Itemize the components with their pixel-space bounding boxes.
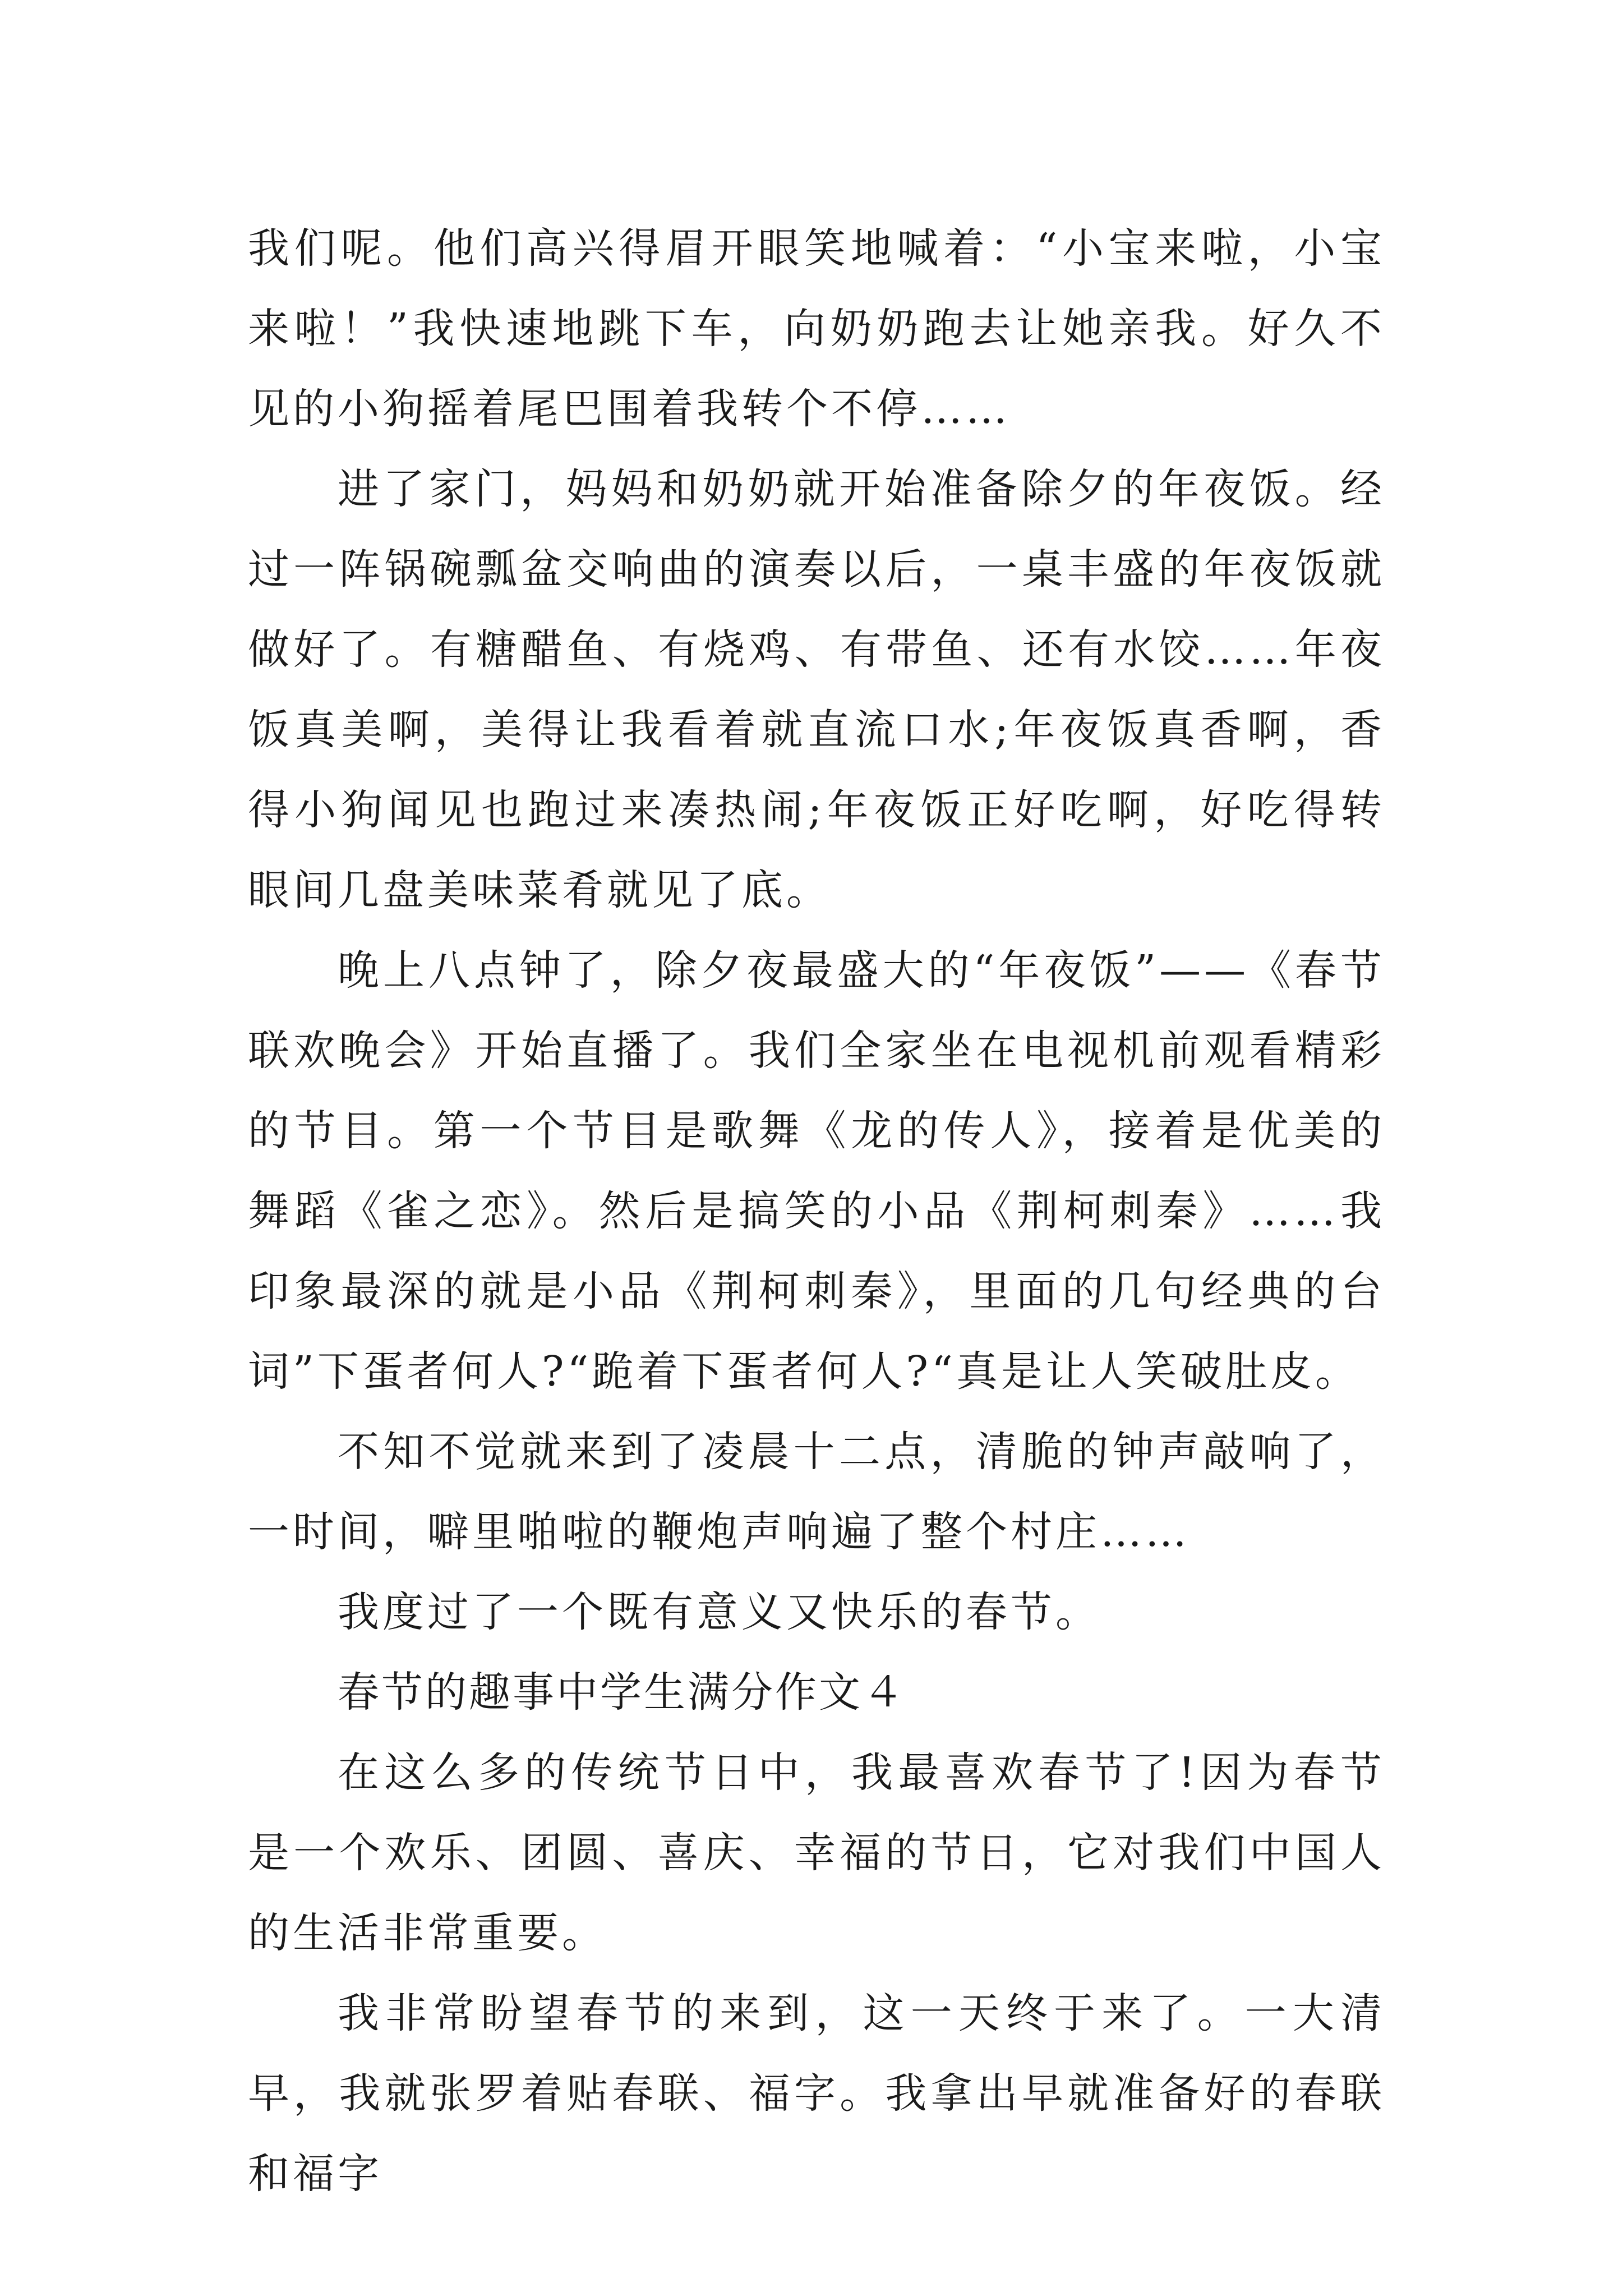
paragraph-midnight-firecrackers: 不知不觉就来到了凌晨十二点，清脆的钟声敲响了，一时间，噼里啪啦的鞭炮声响遍了整个村庄…… bbox=[248, 1428, 1385, 1556]
document-body bbox=[248, 209, 1385, 2214]
paragraph-spring-festival-gala: 晚上八点钟了，除夕夜最盛大的“年夜饭”——《春节联欢晚会》开始直播了。我们全家坐在电视机前观看精彩的节目。第一个节目是歌舞《龙的传人》，接着是优美的舞蹈《雀之恋》。然后是搞笑的小品《荆柯刺秦》……我印象最深的就是小品《荆柯刺秦》，里面的几句经典的台词”下蛋者何人?“跪着下蛋者何人?“真是让人笑破肚皮。 bbox=[248, 946, 1385, 1396]
paragraph-conclusion: 我度过了一个既有意义又快乐的春节。 bbox=[338, 1588, 1100, 1636]
paragraph-continuation: 我们呢。他们高兴得眉开眼笑地喊着：“小宝来啦，小宝来啦！”我快速地跳下车，向奶奶跑去让她亲我。好久不见的小狗摇着尾巴围着我转个不停…… bbox=[248, 224, 1385, 433]
essay-section-title: 春节的趣事中学生满分作文４ bbox=[338, 1668, 906, 1717]
paragraph-favorite-festival: 在这么多的传统节日中，我最喜欢春节了!因为春节是一个欢乐、团圆、喜庆、幸福的节日，它对我们中国人的生活非常重要。 bbox=[248, 1749, 1385, 1957]
paragraph-new-years-eve-dinner: 进了家门，妈妈和奶奶就开始准备除夕的年夜饭。经过一阵锅碗瓢盆交响曲的演奏以后，一桌丰盛的年夜饭就做好了。有糖醋鱼、有烧鸡、有带鱼、还有水饺……年夜饭真美啊，美得让我看着就直流口水;年夜饭真香啊，香得小狗闻见也跑过来凑热闹;年夜饭正好吃啊，好吃得转眼间几盘美味菜肴就见了底。 bbox=[248, 465, 1385, 914]
paragraph-couplets: 我非常盼望春节的来到，这一天终于来了。一大清早，我就张罗着贴春联、福字。我拿出早就准备好的春联和福字 bbox=[248, 1989, 1385, 2198]
